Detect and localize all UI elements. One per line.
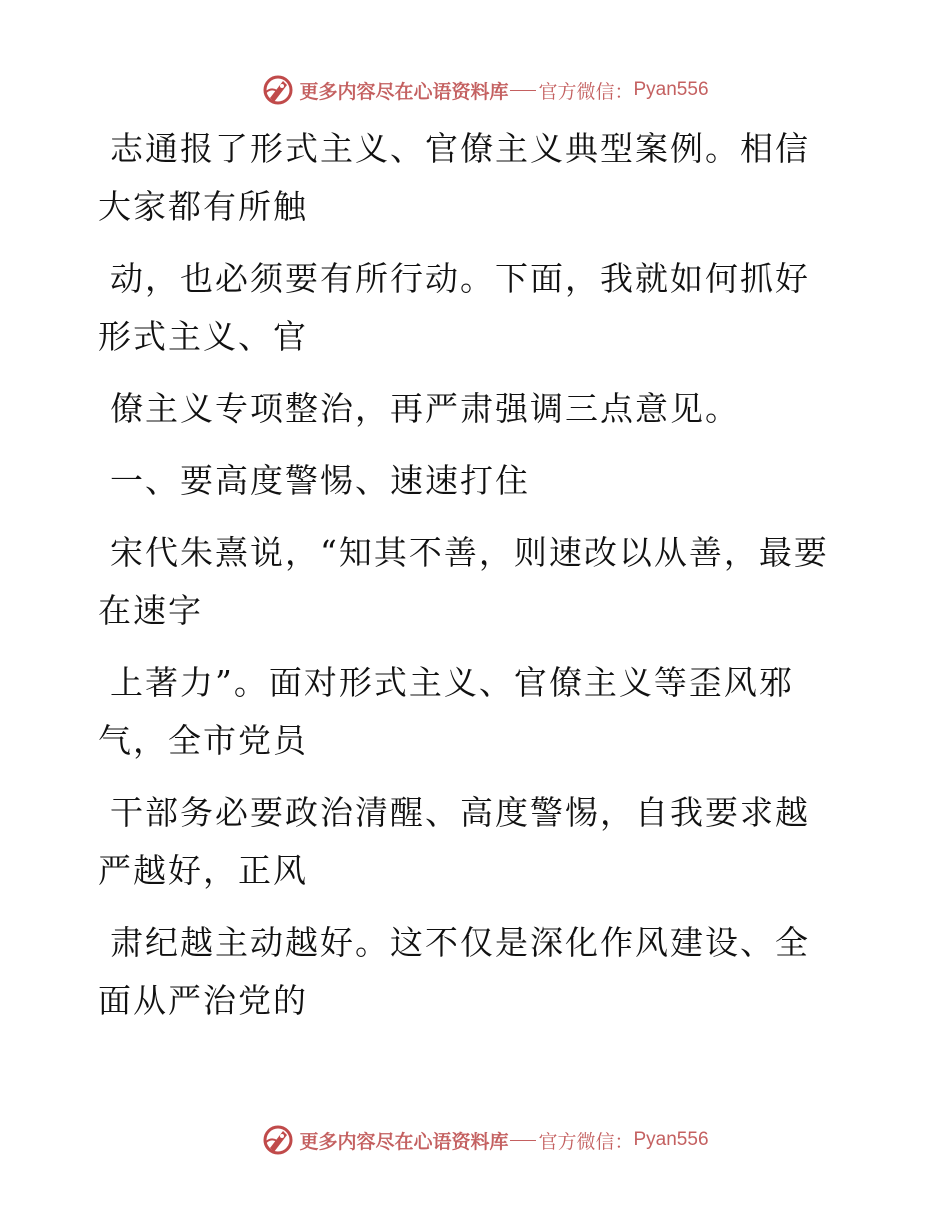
- section-heading: 一、要高度警惕、速速打住: [110, 461, 530, 500]
- paragraph: 上著力”。面对形式主义、官僚主义等歪风邪气，全市党员: [98, 663, 794, 760]
- paragraph: 僚主义专项整治，再严肃强调三点意见。: [110, 389, 740, 428]
- header-watermark: [0, 70, 950, 110]
- paragraph: 肃纪越主动越好。这不仅是深化作风建设、全面从严治党的: [98, 923, 810, 1020]
- footer-watermark: [0, 1120, 950, 1160]
- pen-nib-logo-icon: [261, 1123, 295, 1157]
- paragraph: 宋代朱熹说，“知其不善，则速改以从善，最要在速字: [98, 533, 829, 630]
- watermark-dash: [510, 90, 536, 91]
- pen-nib-logo-icon: [261, 73, 295, 107]
- document-body: [98, 120, 838, 1044]
- watermark-dash: [510, 1140, 536, 1141]
- watermark-wechat-id: Pyan556: [633, 1129, 709, 1150]
- paragraph: 志通报了形式主义、官僚主义典型案例。相信大家都有所触: [98, 129, 810, 226]
- watermark-wechat-label: 官方微信：: [538, 1130, 634, 1153]
- paragraph: 动，也必须要有所行动。下面，我就如何抓好形式主义、官: [98, 259, 810, 356]
- watermark-site-text: 更多内容尽在心语资料库: [299, 80, 509, 103]
- watermark-wechat-label: 官方微信：: [538, 80, 634, 103]
- watermark-site-text: 更多内容尽在心语资料库: [299, 1130, 509, 1153]
- paragraph: 干部务必要政治清醒、高度警惕，自我要求越严越好，正风: [98, 793, 810, 890]
- watermark-wechat-id: Pyan556: [633, 79, 709, 100]
